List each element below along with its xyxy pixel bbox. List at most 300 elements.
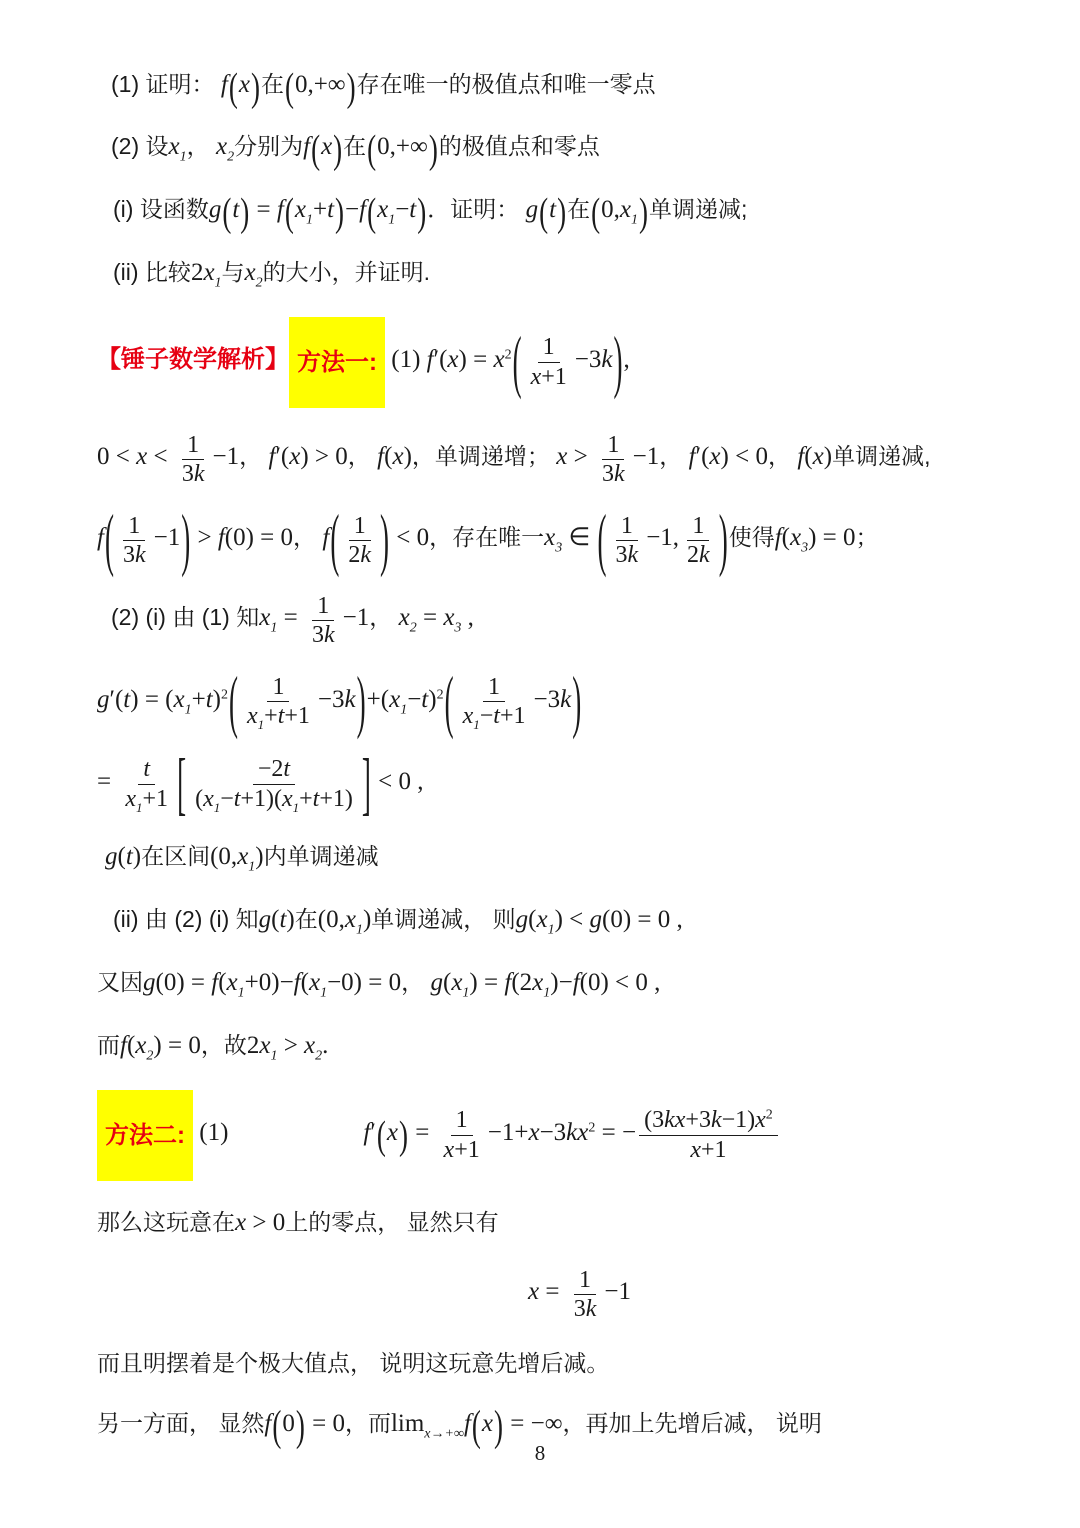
math-text: ) = 0 <box>153 1031 201 1059</box>
math-text: +1 <box>499 703 526 730</box>
text-run: 另一方面， 显然 <box>97 1409 265 1436</box>
math-text: 0,+∞ <box>377 132 428 160</box>
math-text: 2 <box>190 258 204 286</box>
method-one-label: 方法一: <box>289 317 385 408</box>
math-var: x <box>544 523 556 551</box>
math-text: = <box>277 604 304 632</box>
math-var: x <box>528 1277 540 1305</box>
text-run: 而且明摆着是个极大值点， 说明这玩意先增后减。 <box>97 1350 610 1377</box>
subscript: 1 <box>270 1047 278 1063</box>
fraction <box>177 431 210 489</box>
stretchy-bracket: ( <box>284 189 294 235</box>
text-run: ， <box>369 604 399 631</box>
g-derivative-simplified-line <box>97 744 1062 823</box>
text-run: 的极值点和零点 <box>438 132 600 159</box>
math-var: g <box>515 905 529 933</box>
math-var: x <box>709 442 721 470</box>
math-text: 1 <box>187 431 200 458</box>
g0-gx1-line <box>97 964 1062 1004</box>
math-text: ) <box>403 442 412 470</box>
text-run: 而 <box>97 1031 120 1058</box>
math-text: (1) <box>385 345 427 373</box>
text-run: ， <box>659 442 689 469</box>
math-text: 1 <box>620 512 633 539</box>
math-var: x <box>536 905 548 933</box>
math-var: k <box>344 685 356 713</box>
math-var: x <box>247 703 258 730</box>
subscript: 1 <box>400 702 408 718</box>
stretchy-bracket: ( <box>222 189 232 235</box>
final-comparison-line <box>97 1027 1062 1067</box>
math-var: f <box>97 523 104 551</box>
math-text: 3 <box>615 541 628 568</box>
fraction-numerator <box>483 673 505 702</box>
text-run: ， <box>239 442 269 469</box>
math-text: = 0 <box>305 1409 345 1437</box>
math-text: ( <box>804 442 813 470</box>
math-var: k <box>560 685 572 713</box>
math-var: x <box>377 195 389 223</box>
math-var: g <box>258 905 272 933</box>
problem-part2-ii <box>97 254 1062 294</box>
math-var: t <box>123 685 131 713</box>
math-text: ( <box>528 905 537 933</box>
fraction-denominator <box>597 460 630 488</box>
math-var: t <box>421 685 429 713</box>
math-var: x <box>619 195 631 223</box>
superscript: 2 <box>765 1108 773 1124</box>
stretchy-bracket: ( <box>591 189 601 235</box>
math-text: ) = 0 <box>808 523 856 551</box>
math-var: x <box>135 1031 147 1059</box>
fraction-numerator <box>687 512 709 541</box>
fraction-denominator <box>685 1136 731 1164</box>
stretchy-bracket: ( <box>367 189 377 235</box>
text-run: ； <box>855 523 879 550</box>
subscript: 1 <box>270 620 278 636</box>
fraction-numerator <box>138 755 155 784</box>
g-derivative-line <box>97 662 1062 741</box>
math-text: (0) = 0 <box>224 523 294 551</box>
math-text: = <box>539 1277 566 1305</box>
subscript: 1 <box>292 799 300 815</box>
math-var: x <box>203 258 215 286</box>
math-text: +1 <box>541 363 567 390</box>
math-var: t <box>233 785 241 812</box>
math-text: 2 <box>246 1031 260 1059</box>
fraction-denominator <box>526 363 572 391</box>
math-text: ′( <box>433 345 448 373</box>
g-decreasing-conclusion <box>97 838 1062 878</box>
math-var: x <box>235 1208 247 1236</box>
math-var: x <box>136 442 148 470</box>
math-text: 3 <box>311 622 324 649</box>
math-text: ′( <box>275 442 290 470</box>
math-text: −0) = 0 <box>327 968 402 996</box>
math-text: + <box>312 195 328 223</box>
math-var: x <box>321 132 333 160</box>
math-var: k <box>699 541 710 568</box>
superscript: 2 <box>504 347 512 363</box>
math-text: ( <box>218 968 227 996</box>
math-var: t <box>279 905 287 933</box>
text-run: ，单调递增； <box>411 442 557 469</box>
math-text: ) <box>428 685 437 713</box>
stretchy-bracket: ( <box>512 321 522 400</box>
math-text: + <box>191 685 206 713</box>
math-var: f <box>293 968 301 996</box>
math-text: = − <box>595 1118 637 1146</box>
math-var: x <box>812 442 824 470</box>
fraction-numerator <box>123 512 145 541</box>
math-text: − <box>395 195 410 223</box>
math-text: ′( <box>695 442 710 470</box>
math-var: t <box>493 703 500 730</box>
math-var: x <box>294 195 306 223</box>
math-text: 3 <box>122 541 135 568</box>
subscript: 2 <box>146 1047 154 1063</box>
math-text: + <box>264 703 278 730</box>
part2ii-line <box>97 901 1062 941</box>
math-var: t <box>205 685 213 713</box>
subscript: 1 <box>237 985 245 1000</box>
subscript: 1 <box>462 985 470 1000</box>
math-var: f <box>303 132 311 160</box>
math-var: x <box>577 1118 589 1146</box>
math-text: 1 <box>317 593 330 620</box>
math-var: k <box>585 1295 597 1322</box>
subscript: 1 <box>320 985 328 1000</box>
fraction-numerator <box>574 1266 596 1295</box>
math-text: ) = <box>458 345 494 373</box>
subscript: 1 <box>305 212 313 228</box>
math-var: k <box>323 622 335 649</box>
text-run: ，再加上先增后减， 说明 <box>562 1409 822 1436</box>
fraction <box>307 592 340 650</box>
math-text: = <box>97 768 118 796</box>
math-text: ) < <box>554 905 590 933</box>
math-var: x <box>755 1107 766 1134</box>
math-text: +1) <box>319 785 353 812</box>
superscript: 2 <box>436 687 444 703</box>
math-var: x <box>125 785 137 812</box>
math-text: ) = ( <box>130 685 174 713</box>
stretchy-bracket: ) <box>356 662 366 741</box>
subscript: 1 <box>547 922 555 938</box>
text-run: 在 <box>343 132 367 159</box>
stretchy-bracket: ( <box>228 64 238 110</box>
stretchy-bracket: ( <box>597 500 607 579</box>
text-run: 单调递减; <box>648 195 748 222</box>
math-text: (0, <box>317 905 345 933</box>
math-var: f <box>774 523 782 551</box>
math-var: g <box>105 842 118 870</box>
math-var: x <box>238 71 250 98</box>
problem-part1 <box>97 64 1062 110</box>
subscript: 1 <box>388 212 396 228</box>
subscript: 1 <box>184 702 192 718</box>
subscript: 1 <box>248 859 256 875</box>
math-var: x <box>389 685 401 713</box>
math-var: f <box>120 1031 127 1059</box>
math-var: g <box>525 195 539 223</box>
math-text: (3 <box>644 1107 665 1134</box>
math-text: 1 <box>488 673 501 700</box>
text-run: 单调递减， 则 <box>371 905 516 932</box>
fraction-denominator <box>439 1136 485 1164</box>
fraction-numerator <box>639 1106 778 1135</box>
subscript: 1 <box>214 275 222 291</box>
math-var: x <box>443 1136 455 1163</box>
subscript: 1 <box>136 799 143 815</box>
math-var: x <box>308 968 321 996</box>
text-run: ， <box>347 442 378 469</box>
math-var: x <box>386 1118 398 1146</box>
math-var: x <box>674 1107 686 1134</box>
math-var: f <box>463 1409 471 1437</box>
math-var: x <box>532 968 544 996</box>
method-two-label: 方法二: <box>97 1090 193 1181</box>
fraction-numerator <box>312 592 334 621</box>
math-var: x <box>447 345 459 373</box>
math-text: , <box>461 604 474 632</box>
stretchy-bracket: ( <box>539 189 549 235</box>
fraction-denominator <box>611 541 644 569</box>
superscript: 2 <box>588 1120 596 1136</box>
math-var: t <box>409 195 417 223</box>
text-run: 与 <box>221 258 245 285</box>
text-run: 上的零点， 显然只有 <box>285 1208 499 1235</box>
text-run: 在 <box>294 905 318 932</box>
stretchy-bracket: ( <box>284 64 294 110</box>
stretchy-bracket: ( <box>311 126 321 172</box>
math-text: < 0 <box>390 523 430 551</box>
math-text: > <box>191 523 218 551</box>
math-var: t <box>232 195 240 223</box>
text-run: 分别为 <box>234 132 304 159</box>
math-text: −3 <box>533 685 561 713</box>
math-text: )− <box>550 968 573 996</box>
math-var: t <box>327 195 335 223</box>
stretchy-bracket: ) <box>380 500 390 579</box>
fraction <box>597 431 630 489</box>
math-text: ′( <box>109 685 124 713</box>
math-var: g <box>143 968 156 996</box>
math-var: x <box>168 132 180 160</box>
math-var: x <box>281 785 293 812</box>
text-run: (2) (i) 由 (1) 知 <box>111 604 260 631</box>
superscript: 2 <box>221 687 228 703</box>
text-run: 那么这玩意在 <box>97 1208 235 1235</box>
text-run: (i) 设函数 <box>113 195 209 222</box>
math-text: ) = <box>469 968 505 996</box>
math-var: f <box>211 968 219 996</box>
math-var: k <box>193 461 205 488</box>
math-text: − <box>479 703 494 730</box>
math-text: − <box>345 195 360 223</box>
math-var: t <box>125 842 133 870</box>
math-text: > <box>567 442 594 470</box>
method2-max-point-text <box>97 1346 1062 1382</box>
fraction <box>118 512 151 570</box>
fraction-denominator <box>120 785 173 815</box>
math-text: +( <box>366 685 390 713</box>
math-text: 1 <box>607 431 620 458</box>
math-var: f <box>268 442 276 470</box>
math-text: ( <box>117 842 126 870</box>
fraction <box>569 1266 602 1324</box>
text-run: 的大小，并证明. <box>262 258 431 285</box>
math-var: x <box>556 442 568 470</box>
stretchy-bracket: ( <box>272 1401 282 1450</box>
math-text: (0) < 0 , <box>579 968 661 996</box>
method2-header <box>97 1090 1062 1181</box>
math-text: 3 <box>573 1295 586 1322</box>
math-text: 0 <box>282 1409 295 1437</box>
math-var: t <box>283 756 291 783</box>
math-text: −3 <box>317 685 345 713</box>
math-var: x <box>344 905 356 933</box>
stretchy-bracket: ) <box>557 189 567 235</box>
math-text: (0) = 0 , <box>602 905 683 933</box>
math-var: f <box>797 442 805 470</box>
math-text: −3 <box>574 345 602 373</box>
fraction-numerator <box>602 431 624 460</box>
fraction <box>120 755 173 814</box>
math-var: k <box>614 461 625 488</box>
math-var: k <box>710 1107 722 1134</box>
math-var: f <box>504 968 512 996</box>
math-var: k <box>664 1107 675 1134</box>
text-run: (ii) 比较 <box>113 258 191 285</box>
math-text: +3 <box>685 1107 711 1134</box>
math-var: x <box>451 968 463 996</box>
stretchy-bracket: ( <box>376 1112 386 1158</box>
math-var: x <box>530 363 542 390</box>
text-run: ， <box>401 968 431 995</box>
subscript: 1 <box>257 716 265 732</box>
stretchy-bracket: ) <box>250 64 260 110</box>
fraction-numerator <box>267 673 289 702</box>
fraction <box>190 755 358 814</box>
stretchy-bracket: ( <box>229 662 238 741</box>
math-var: x <box>216 132 228 160</box>
math-var: x <box>789 523 802 551</box>
math-var: x <box>481 1409 494 1437</box>
math-text: 1 <box>128 512 141 539</box>
fraction-denominator <box>307 621 340 649</box>
math-var: f <box>377 442 385 470</box>
text-run: 在区间 <box>141 842 211 869</box>
fraction-numerator <box>182 431 204 460</box>
fraction <box>639 1106 778 1164</box>
math-var: x <box>259 1031 271 1059</box>
math-text: −1 <box>342 604 370 632</box>
stretchy-bracket: ) <box>638 189 648 235</box>
math-var: x <box>237 842 249 870</box>
math-text: ( <box>195 785 204 812</box>
math-text: (2 <box>511 968 533 996</box>
math-text: , <box>623 345 630 373</box>
subscript: 3 <box>801 539 809 555</box>
subscript: 1 <box>213 799 221 815</box>
fraction-denominator <box>343 541 376 569</box>
math-text: 0,+∞ <box>294 71 346 98</box>
math-text: −1) <box>721 1107 756 1134</box>
math-text: ′ <box>370 1118 376 1146</box>
math-text: ( <box>300 968 309 996</box>
fraction <box>526 333 572 391</box>
method2-limit-line <box>97 1401 1062 1450</box>
fraction <box>611 512 644 570</box>
text-run: 单调递减, <box>832 442 931 469</box>
math-text: ) <box>362 905 372 933</box>
math-text: 1 <box>272 673 285 700</box>
text-run: ，故 <box>200 1031 247 1058</box>
text-run: 在 <box>260 71 284 97</box>
part2i-setup-line <box>97 592 1062 650</box>
math-var: f <box>359 195 367 223</box>
stretchy-bracket: ) <box>494 1401 504 1450</box>
stretchy-bracket: ) <box>398 1112 408 1158</box>
math-var: t <box>143 756 151 783</box>
math-var: x <box>259 604 271 632</box>
method1-zero-existence-line <box>97 500 1062 579</box>
math-text: = <box>416 604 444 632</box>
math-text: 3 <box>181 461 194 488</box>
math-text: +1 <box>284 703 310 730</box>
math-text: −1+ <box>487 1118 529 1146</box>
math-var: k <box>134 541 146 568</box>
math-var: g <box>97 685 110 713</box>
fraction-denominator <box>242 702 315 732</box>
fraction <box>242 673 315 732</box>
math-text: ) <box>286 905 295 933</box>
math-text: ) <box>823 442 833 470</box>
math-text: − <box>407 685 422 713</box>
stretchy-bracket: ) <box>417 189 427 235</box>
subscript: 2 <box>255 275 263 291</box>
math-text: (1) <box>193 1118 229 1146</box>
subscript: 1 <box>473 716 480 732</box>
stretchy-bracket: ) <box>295 1401 305 1450</box>
problem-part2 <box>97 126 1062 172</box>
text-run: (ii) 由 (2) (i) 知 <box>113 905 259 932</box>
math-text: +0)− <box>244 968 294 996</box>
subscript: 1 <box>355 922 363 938</box>
math-text: 0, <box>601 195 620 223</box>
math-var: f <box>688 442 696 470</box>
fraction-numerator <box>451 1106 473 1135</box>
math-text: +1)( <box>240 785 282 812</box>
math-text: = <box>250 195 277 223</box>
math-var: x <box>392 442 404 470</box>
math-text: 2 <box>348 541 361 568</box>
math-text: − <box>220 785 234 812</box>
stretchy-bracket: ) <box>333 126 343 172</box>
stretchy-bracket: ( <box>444 662 454 741</box>
method2-zero-formula <box>97 1266 1062 1324</box>
math-text: ∈ <box>562 523 597 551</box>
math-text: 1 <box>692 512 705 539</box>
solution-method1-header <box>97 317 1062 408</box>
text-run: 内单调递减 <box>263 842 379 869</box>
stretchy-bracket: ) <box>428 126 438 172</box>
math-text: ( <box>126 1031 136 1059</box>
subscript: 1 <box>630 212 638 228</box>
math-text: −1 <box>632 442 660 470</box>
math-var: x <box>244 258 256 286</box>
